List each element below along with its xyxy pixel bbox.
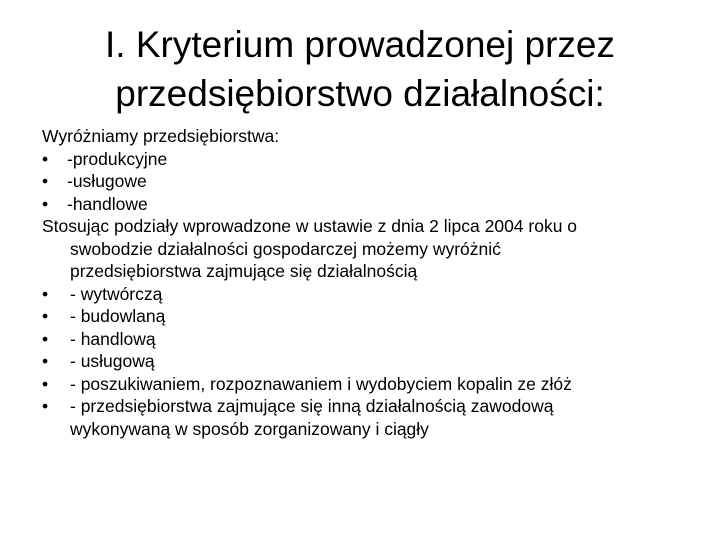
list-item-label: -produkcyjne [67, 148, 168, 169]
list-item-label: - handlową [70, 328, 156, 349]
slide-body [42, 125, 682, 440]
list-item-activity [42, 373, 682, 396]
statute-line-3: przedsiębiorstwa zajmujące się działalnością [70, 261, 418, 281]
list-item-label: -usługowe [67, 171, 147, 191]
intro-text: Wyróżniamy przedsiębiorstwa: [42, 126, 280, 146]
list-item-label: - poszukiwaniem, rozpoznawaniem i wydobyciem kopalin ze złóż [70, 373, 572, 394]
list-item-activity [42, 395, 682, 418]
bullet-icon: • [42, 283, 49, 304]
list-item-type [42, 170, 682, 193]
list-item-label: wykonywaną w sposób zorganizowany i ciągły [70, 418, 429, 439]
list-item-type [42, 148, 682, 171]
list-item-activity [42, 305, 682, 328]
bullet-icon: • [42, 351, 49, 371]
title-line-2: przedsiębiorstwo działalności: [115, 73, 605, 114]
bullet-icon: • [42, 193, 49, 214]
slide-title [20, 20, 700, 118]
statute-line-2: swobodzie działalności gospodarczej możemy wyróżnić [70, 238, 501, 259]
list-item-type [42, 193, 682, 216]
bullet-icon: • [42, 396, 49, 416]
list-item-activity [42, 283, 682, 306]
list-item-label: - przedsiębiorstwa zajmujące się inną działalnością zawodową [70, 396, 554, 416]
list-item-label: - budowlaną [70, 306, 166, 326]
list-item-label: - usługową [70, 351, 155, 371]
bullet-icon: • [42, 328, 49, 349]
list-item-label: - wytwórczą [70, 283, 163, 304]
statute-line-1: Stosując podziały wprowadzone w ustawie z dnia 2 lipca 2004 roku o [42, 216, 578, 236]
list-item-activity [42, 350, 682, 373]
bullet-icon: • [42, 373, 49, 394]
title-line-1: I. Kryterium prowadzonej przez [105, 24, 615, 65]
list-item-activity [42, 328, 682, 351]
list-item-label: -handlowe [67, 193, 148, 214]
list-item-activity-continuation [42, 418, 682, 441]
bullet-icon: • [42, 171, 49, 191]
statute-paragraph [42, 215, 682, 283]
bullet-icon: • [42, 148, 49, 169]
bullet-icon: • [42, 306, 49, 326]
